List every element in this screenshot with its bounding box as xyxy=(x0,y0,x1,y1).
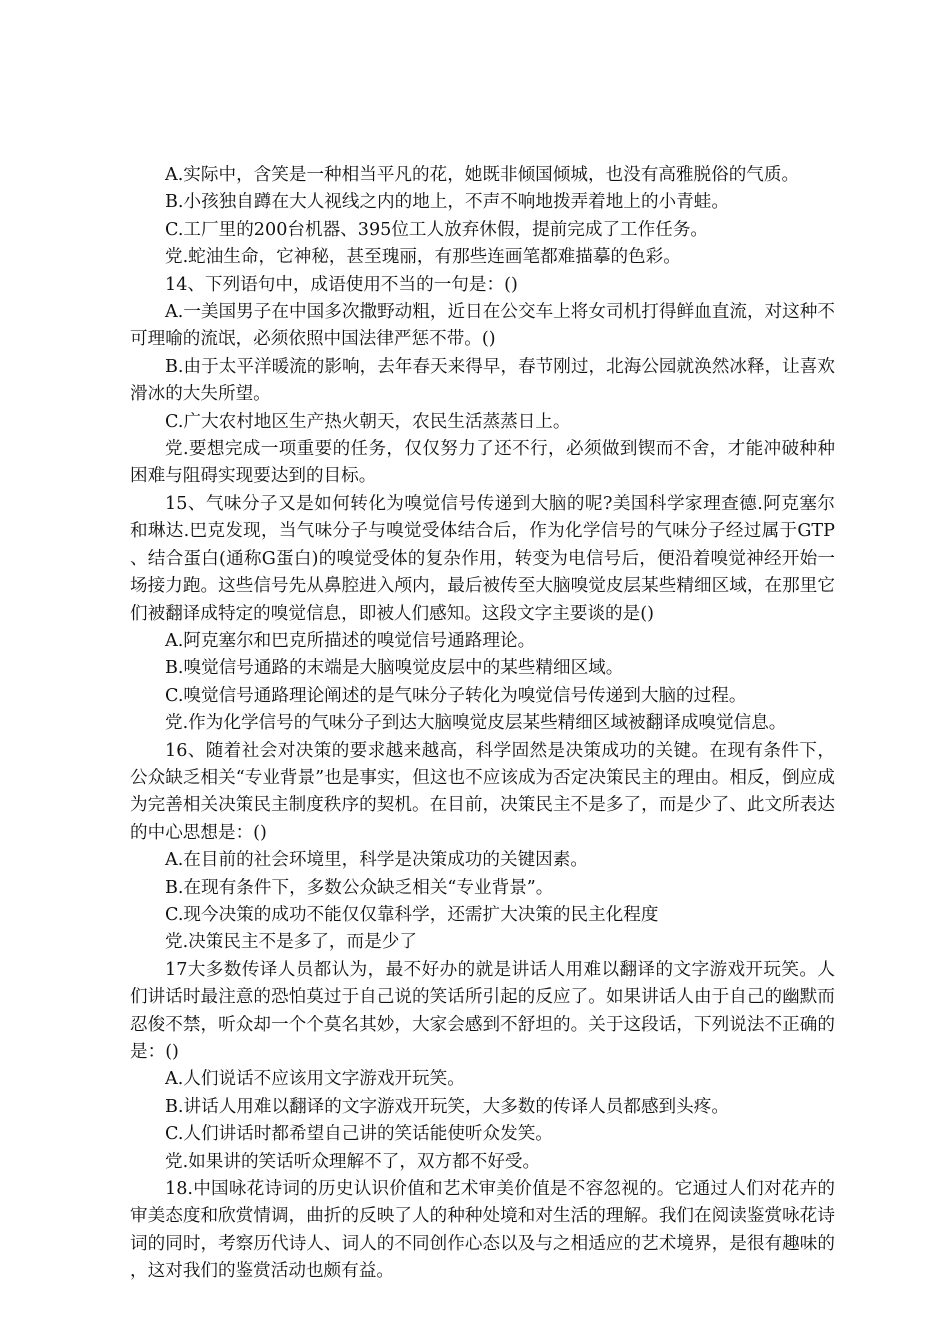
option-a-q17: A.人们说话不应该用文字游戏开玩笑。 xyxy=(165,1069,465,1090)
option-b-q16: B.在现有条件下，多数公众缺乏相关“专业背景”。 xyxy=(165,877,554,898)
option-d-q17: 党.如果讲的笑话听众理解不了，双方都不好受。 xyxy=(165,1151,541,1172)
option-b-q15: B.嗅觉信号通路的末端是大脑嗅觉皮层中的某些精细区域。 xyxy=(165,658,624,679)
option-b-q17: B.讲话人用难以翻译的文字游戏开玩笑，大多数的传译人员都感到头疼。 xyxy=(165,1096,729,1117)
question-16: 16、随着社会对决策的要求越来越高，科学固然是决策成功的关键。在现有条件下，公众缺乏相关“专业背景”也是事实，但这也不应该成为否定决策民主的理由。相反，倒应成为完善相关决策民主制度秩序的契机。在目前，决策民主不是多了，而是少了、此文所表达的中心思想是：() xyxy=(130,740,835,843)
option-c-q14: C.广大农村地区生产热火朝天，农民生活蒸蒸日上。 xyxy=(165,411,571,432)
option-c-q15: C.嗅觉信号通路理论阐述的是气味分子转化为嗅觉信号传递到大脑的过程。 xyxy=(165,685,747,706)
option-d-q16: 党.决策民主不是多了，而是少了 xyxy=(165,932,417,953)
option-b-q13: B.小孩独自蹲在大人视线之内的地上，不声不响地拨弄着地上的小青蛙。 xyxy=(165,192,729,213)
question-15: 15、气味分子又是如何转化为嗅觉信号传递到大脑的呢?美国科学家理查德.阿克塞尔和琳达.巴克发现，当气味分子与嗅觉受体结合后，作为化学信号的气味分子经过属于GTP、结合蛋白(通称G蛋白)的嗅觉受体的复杂作用，转变为电信号后，便沿着嗅觉神经开始一场接力跑。这些信号先从鼻腔进入颅内，最后被传至大脑嗅觉皮层某些精细区域，在那里它们被翻译成特定的嗅觉信息，即被人们感知。这段文字主要谈的是() xyxy=(130,493,835,624)
option-d-q13: 党.蛇油生命，它神秘，甚至瑰丽，有那些连画笔都难描摹的色彩。 xyxy=(165,247,681,268)
option-c-q17: C.人们讲话时都希望自己讲的笑话能使听众发笑。 xyxy=(165,1124,553,1145)
question-18: 18.中国咏花诗词的历史认识价值和艺术审美价值是不容忽视的。它通过人们对花卉的审美态度和欣赏情调，曲折的反映了人的种种处境和对生活的理解。我们在阅读鉴赏咏花诗词的同时，考察历代诗人、词人的不同创作心态以及与之相适应的艺术境界，是很有趣味的，这对我们的鉴赏活动也颇有益。 xyxy=(130,1179,835,1282)
option-a-q15: A.阿克塞尔和巴克所描述的嗅觉信号通路理论。 xyxy=(165,630,536,651)
question-14: 14、下列语句中，成语使用不当的一句是：() xyxy=(165,274,518,295)
option-d-q14: 党.要想完成一项重要的任务，仅仅努力了还不行，必须做到锲而不舍，才能冲破种种困难与阻碍实现要达到的目标。 xyxy=(130,439,835,487)
option-c-q16: C.现今决策的成功不能仅仅靠科学，还需扩大决策的民主化程度 xyxy=(165,904,659,925)
option-b-q14: B.由于太平洋暖流的影响，去年春天来得早，春节刚过，北海公园就涣然冰释，让喜欢滑冰的大失所望。 xyxy=(130,356,835,405)
option-a-q13: A.实际中，含笑是一种相当平凡的花，她既非倾国倾城，也没有高雅脱俗的气质。 xyxy=(165,165,800,185)
option-a-q16: A.在目前的社会环境里，科学是决策成功的关键因素。 xyxy=(165,850,588,871)
option-c-q13: C.工厂里的200台机器、395位工人放弃休假，提前完成了工作任务。 xyxy=(165,219,709,240)
question-17: 17大多数传译人员都认为，最不好办的就是讲话人用难以翻译的文字游戏开玩笑。人们讲话时最注意的恐怕莫过于自己说的笑话所引起的反应了。如果讲话人由于自己的幽默而忍俊不禁，听众却一个个莫名其妙，大家会感到不舒坦的。关于这段话，下列说法不正确的是：() xyxy=(130,959,835,1062)
option-a-q14: A.一美国男子在中国多次撒野动粗，近日在公交车上将女司机打得鲜血直流，对这种不可理喻的流氓，必须依照中国法律严惩不带。() xyxy=(130,302,835,350)
option-d-q15: 党.作为化学信号的气味分子到达大脑嗅觉皮层某些精细区域被翻译成嗅觉信息。 xyxy=(165,713,787,734)
document-body xyxy=(130,162,835,1286)
